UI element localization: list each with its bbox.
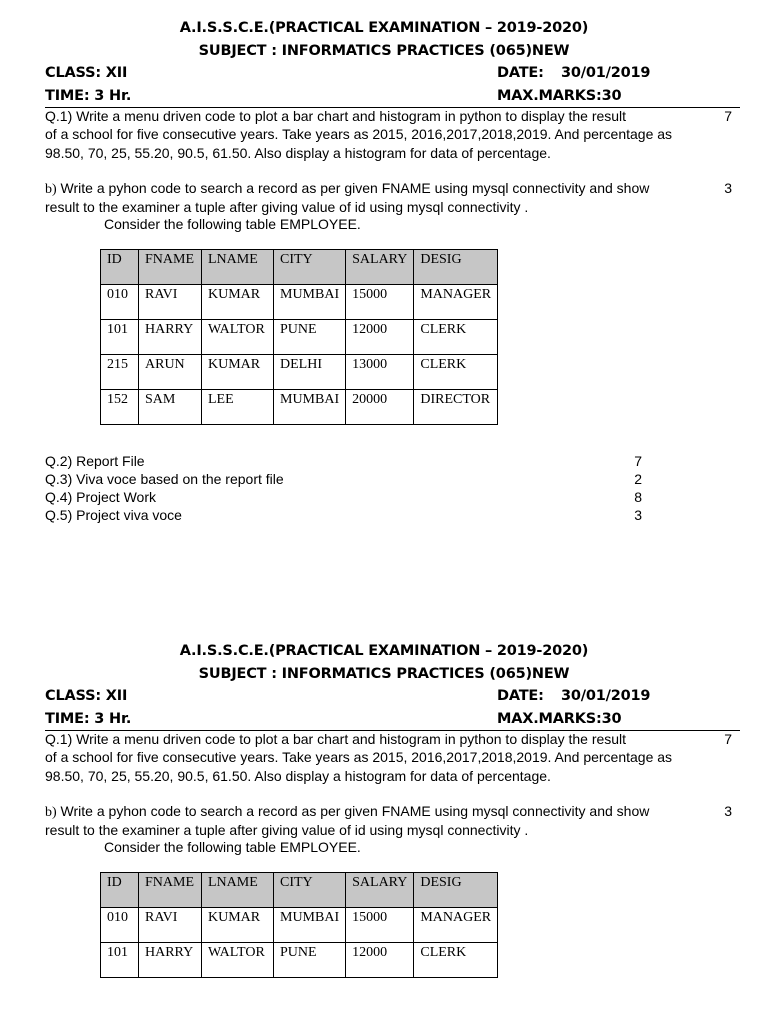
q1-marks: 7 <box>724 731 732 747</box>
col-header-desig: DESIG <box>414 250 498 285</box>
cell-id: 010 <box>101 908 139 943</box>
col-header-fname: FNAME <box>139 250 202 285</box>
max-marks: MAX.MARKS:30 <box>497 88 622 104</box>
q1b-prefix: b) <box>45 805 57 820</box>
question-paper-copy-2 <box>0 623 768 1024</box>
time-label: TIME: 3 Hr. <box>45 711 132 727</box>
cell-id: 101 <box>101 943 139 978</box>
cell-desig: CLERK <box>414 355 498 390</box>
exam-title: A.I.S.S.C.E.(PRACTICAL EXAMINATION – 2019-2020) <box>179 20 589 36</box>
task-marks: 3 <box>634 507 642 523</box>
list-item <box>45 488 642 506</box>
q1-line-1: Q.1) Write a menu driven code to plot a bar chart and histogram in python to display the result <box>45 731 627 747</box>
q1b-text-1: Write a pyhon code to search a record as per given FNAME using mysql connectivity and show <box>56 180 650 196</box>
q1-line-2: of a school for five consecutive years. Take years as 2015, 2016,2017,2018,2019. And percentage as <box>45 126 673 142</box>
col-header-fname: FNAME <box>139 873 202 908</box>
q1b-line-3: Consider the following table EMPLOYEE. <box>104 839 361 855</box>
exam-title: A.I.S.S.C.E.(PRACTICAL EXAMINATION – 2019-2020) <box>179 643 589 659</box>
cell-desig: CLERK <box>414 320 498 355</box>
cell-fname: ARUN <box>139 355 202 390</box>
cell-city: PUNE <box>274 943 346 978</box>
q1b-line-2: result to the examiner a tuple after giving value of id using mysql connectivity . <box>45 822 529 838</box>
q1b-prefix: b) <box>45 182 57 197</box>
table-row <box>101 908 498 943</box>
cell-city: MUMBAI <box>274 285 346 320</box>
col-header-city: CITY <box>274 250 346 285</box>
q1b-marks: 3 <box>724 180 732 196</box>
cell-desig: MANAGER <box>414 285 498 320</box>
q1b-marks: 3 <box>724 803 732 819</box>
cell-lname: KUMAR <box>202 285 274 320</box>
time-label: TIME: 3 Hr. <box>45 88 132 104</box>
employee-table <box>100 249 498 425</box>
q1-line-1: Q.1) Write a menu driven code to plot a bar chart and histogram in python to display the result <box>45 108 627 124</box>
cell-lname: KUMAR <box>202 908 274 943</box>
class-label: CLASS: XII <box>45 688 128 704</box>
cell-salary: 15000 <box>346 908 414 943</box>
q1b-line-1 <box>45 802 649 822</box>
table-header-row <box>101 250 498 285</box>
task-label: Q.4) Project Work <box>45 489 156 505</box>
col-header-id: ID <box>101 250 139 285</box>
date-value: 30/01/2019 <box>561 65 651 81</box>
cell-salary: 15000 <box>346 285 414 320</box>
table-row <box>101 390 498 425</box>
cell-fname: RAVI <box>139 285 202 320</box>
date-label: DATE: <box>497 65 544 81</box>
cell-fname: HARRY <box>139 320 202 355</box>
cell-fname: HARRY <box>139 943 202 978</box>
task-marks: 2 <box>634 471 642 487</box>
class-label: CLASS: XII <box>45 65 128 81</box>
q1b-line-1 <box>45 179 649 199</box>
date-value: 30/01/2019 <box>561 688 651 704</box>
max-marks: MAX.MARKS:30 <box>497 711 622 727</box>
cell-lname: WALTOR <box>202 320 274 355</box>
col-header-salary: SALARY <box>346 873 414 908</box>
cell-city: MUMBAI <box>274 908 346 943</box>
q1b-line-2: result to the examiner a tuple after giving value of id using mysql connectivity . <box>45 199 529 215</box>
col-header-lname: LNAME <box>202 250 274 285</box>
cell-city: PUNE <box>274 320 346 355</box>
col-header-desig: DESIG <box>414 873 498 908</box>
col-header-salary: SALARY <box>346 250 414 285</box>
cell-salary: 13000 <box>346 355 414 390</box>
task-label: Q.2) Report File <box>45 453 145 469</box>
q1-line-3: 98.50, 70, 25, 55.20, 90.5, 61.50. Also display a histogram for data of percentage. <box>45 768 551 784</box>
q1-line-3: 98.50, 70, 25, 55.20, 90.5, 61.50. Also display a histogram for data of percentage. <box>45 145 551 161</box>
task-marks: 7 <box>634 453 642 469</box>
other-tasks-list <box>45 452 642 524</box>
cell-desig: CLERK <box>414 943 498 978</box>
col-header-lname: LNAME <box>202 873 274 908</box>
subject-line: SUBJECT : INFORMATICS PRACTICES (065)NEW <box>198 666 570 682</box>
task-label: Q.3) Viva voce based on the report file <box>45 471 284 487</box>
cell-salary: 12000 <box>346 320 414 355</box>
cell-id: 215 <box>101 355 139 390</box>
table-row <box>101 320 498 355</box>
cell-fname: SAM <box>139 390 202 425</box>
cell-salary: 12000 <box>346 943 414 978</box>
table-row <box>101 355 498 390</box>
date-label: DATE: <box>497 688 544 704</box>
q1-line-2: of a school for five consecutive years. Take years as 2015, 2016,2017,2018,2019. And percentage as <box>45 749 673 765</box>
table-row <box>101 285 498 320</box>
task-marks: 8 <box>634 489 642 505</box>
list-item <box>45 506 642 524</box>
table-row <box>101 943 498 978</box>
list-item <box>45 452 642 470</box>
cell-fname: RAVI <box>139 908 202 943</box>
cell-lname: LEE <box>202 390 274 425</box>
col-header-id: ID <box>101 873 139 908</box>
cell-id: 010 <box>101 285 139 320</box>
table-header-row <box>101 873 498 908</box>
cell-id: 101 <box>101 320 139 355</box>
q1b-text-1: Write a pyhon code to search a record as per given FNAME using mysql connectivity and show <box>56 803 650 819</box>
task-label: Q.5) Project viva voce <box>45 507 182 523</box>
list-item <box>45 470 642 488</box>
cell-city: MUMBAI <box>274 390 346 425</box>
col-header-city: CITY <box>274 873 346 908</box>
cell-salary: 20000 <box>346 390 414 425</box>
q1-marks: 7 <box>724 108 732 124</box>
employee-table <box>100 872 498 978</box>
cell-lname: KUMAR <box>202 355 274 390</box>
q1b-line-3: Consider the following table EMPLOYEE. <box>104 216 361 232</box>
cell-id: 152 <box>101 390 139 425</box>
cell-city: DELHI <box>274 355 346 390</box>
cell-desig: MANAGER <box>414 908 498 943</box>
cell-lname: WALTOR <box>202 943 274 978</box>
subject-line: SUBJECT : INFORMATICS PRACTICES (065)NEW <box>198 43 570 59</box>
cell-desig: DIRECTOR <box>414 390 498 425</box>
